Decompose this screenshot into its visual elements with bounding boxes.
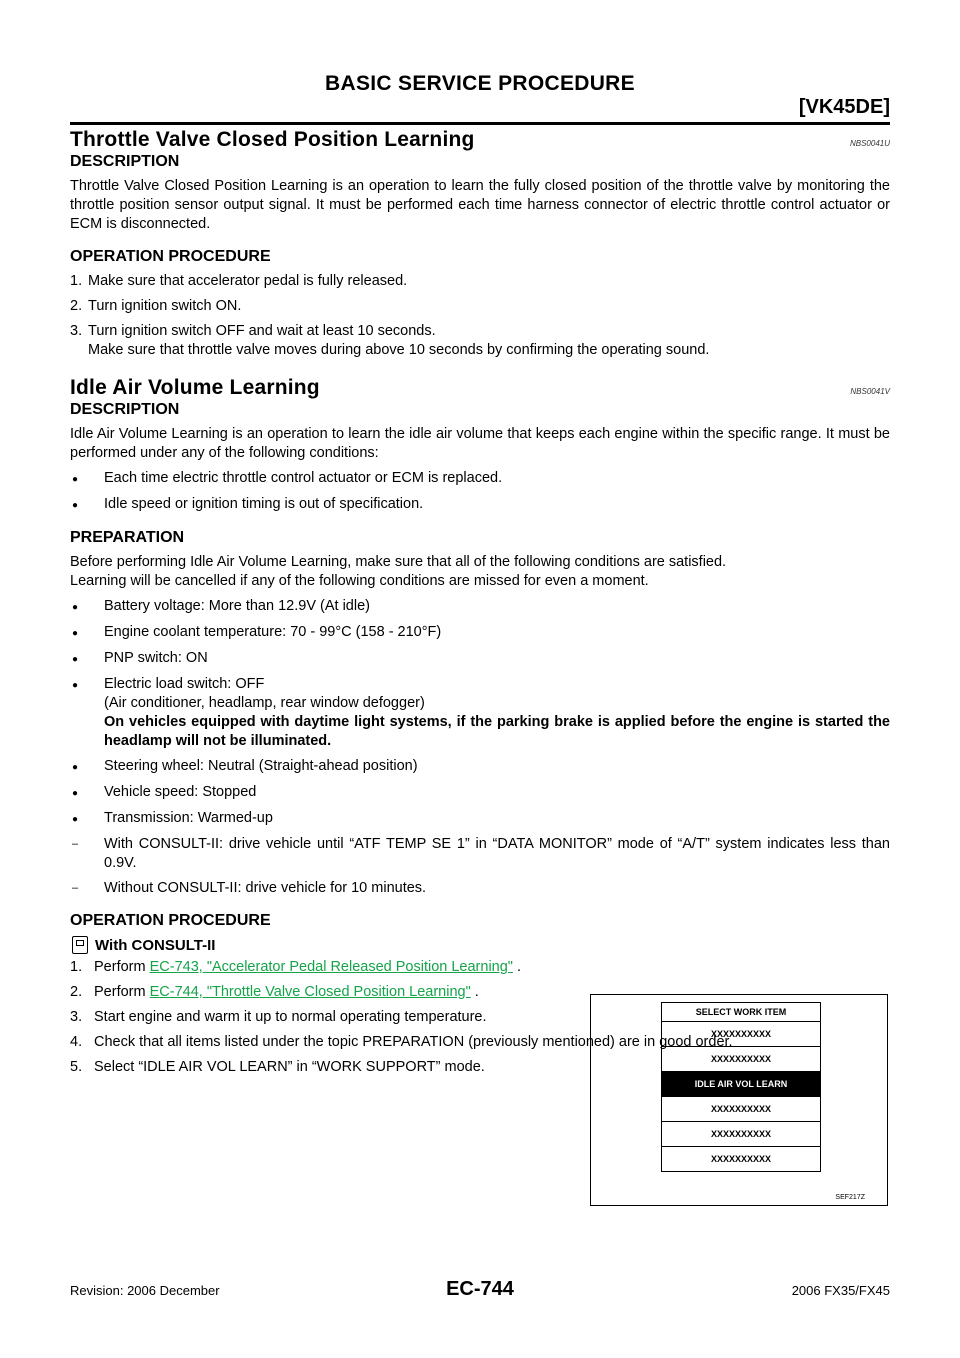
- list-item: ● Steering wheel: Neutral (Straight-ahead position): [70, 757, 890, 777]
- bullet-icon: ●: [72, 814, 79, 825]
- bullet-icon: ●: [72, 762, 79, 773]
- bullet-icon: ●: [72, 788, 79, 799]
- consult-ii-label: With CONSULT-II: [70, 936, 890, 954]
- bullet-icon: ●: [72, 628, 79, 639]
- work-item-row: XXXXXXXXXX: [710, 1154, 772, 1164]
- list-item: 1. Make sure that accelerator pedal is fully released.: [70, 273, 408, 289]
- bullet-icon: ●: [72, 500, 79, 511]
- list-item: – Without CONSULT-II: drive vehicle for 10 minutes.: [72, 880, 427, 896]
- list-item: ● Each time electric throttle control actuator or ECM is replaced.: [70, 469, 890, 489]
- figure-code: SEF217Z: [835, 1194, 865, 1201]
- list-item: 1. Perform EC-743, "Accelerator Pedal Released Position Learning" .: [70, 959, 522, 975]
- list-item: ● Electric load switch: OFF (Air conditioner, headlamp, rear window defogger) On vehicles equipped with daytime light systems, if the parking brake is applied before the engine is started the headlamp will not be illuminated.: [72, 676, 890, 749]
- work-item-row: XXXXXXXXXX: [662, 1122, 820, 1147]
- list-item: ● Idle speed or ignition timing is out of specification.: [70, 495, 890, 515]
- bullet-icon: ●: [72, 602, 79, 613]
- list-item: 4. Check that all items listed under the topic PREPARATION (previously mentioned) are in good order.: [70, 1034, 733, 1050]
- list-item: – With CONSULT-II: drive vehicle until “ATF TEMP SE 1” in “DATA MONITOR” mode of “A/T” system indicates less than 0.9V.: [72, 836, 890, 871]
- section-heading: Idle Air Volume Learning: [70, 376, 320, 399]
- dash-icon: –: [72, 838, 79, 850]
- consult-tool-icon: [72, 936, 88, 954]
- consult-screen-figure: [590, 994, 888, 1206]
- engine-code-header: [VK45DE]: [798, 96, 890, 118]
- work-item-row: XXXXXXXXXX: [662, 1047, 820, 1072]
- preparation-text: Before performing Idle Air Volume Learning, make sure that all of the following conditions are satisfied.: [70, 554, 727, 570]
- list-item: 2. Perform EC-744, "Throttle Valve Closed Position Learning" .: [70, 984, 479, 1000]
- section-code: NBS0041V: [850, 387, 890, 396]
- link-accelerator-pedal-learning[interactable]: EC-743, "Accelerator Pedal Released Position Learning": [149, 959, 513, 975]
- section-title-throttle: [70, 126, 890, 152]
- list-item: 5. Select “IDLE AIR VOL LEARN” in “WORK SUPPORT” mode.: [70, 1059, 485, 1075]
- bullet-icon: ●: [72, 654, 79, 665]
- list-item: 3. Start engine and warm it up to normal operating temperature.: [70, 1009, 487, 1025]
- list-item: ● Vehicle speed: Stopped: [70, 783, 890, 803]
- footer-page-number: EC-744: [446, 1278, 514, 1300]
- dash-icon: –: [72, 882, 79, 894]
- subheading-operation: OPERATION PROCEDURE: [70, 248, 271, 265]
- section-title-idle-air: [70, 374, 890, 400]
- section-heading: Throttle Valve Closed Position Learning: [70, 128, 475, 151]
- list-item: ● Engine coolant temperature: 70 - 99°C (158 - 210°F): [70, 623, 890, 643]
- preparation-text: Learning will be cancelled if any of the following conditions are missed for even a moment.: [70, 573, 649, 589]
- subheading-preparation: PREPARATION: [70, 529, 185, 546]
- daytime-light-note: On vehicles equipped with daytime light systems, if the parking brake is applied before the engine is started the headlamp will not be illuminated.: [104, 714, 890, 749]
- subheading-description: DESCRIPTION: [70, 401, 180, 418]
- screen-header: SELECT WORK ITEM: [662, 1003, 820, 1022]
- footer-model: 2006 FX35/FX45: [791, 1283, 890, 1298]
- footer-revision: Revision: 2006 December: [70, 1283, 220, 1298]
- subheading-description: DESCRIPTION: [70, 153, 180, 170]
- work-item-row: XXXXXXXXXX: [662, 1022, 820, 1047]
- list-item: 3. Turn ignition switch OFF and wait at least 10 seconds. Make sure that throttle valve moves during above 10 seconds by confirming the operating sound.: [70, 323, 710, 358]
- description-text: Idle Air Volume Learning is an operation to learn the idle air volume that keeps each engine within the specific range. It must be performed under any of the following conditions:: [70, 426, 890, 461]
- description-text: Throttle Valve Closed Position Learning is an operation to learn the fully closed position of the throttle valve by monitoring the throttle position sensor output signal. It must be performed each time harness connector of electric throttle control actuator or ECM is disconnected.: [70, 178, 890, 232]
- work-item-row: XXXXXXXXXX: [662, 1097, 820, 1122]
- header-rule: [70, 122, 890, 125]
- list-item: ● Battery voltage: More than 12.9V (At idle): [70, 597, 890, 617]
- link-throttle-valve-learning[interactable]: EC-744, "Throttle Valve Closed Position Learning": [149, 984, 471, 1000]
- select-work-item-screen: [661, 1002, 821, 1172]
- bullet-icon: ●: [72, 680, 79, 691]
- section-code: NBS0041U: [849, 139, 890, 148]
- work-item-row-selected: IDLE AIR VOL LEARN: [662, 1072, 820, 1097]
- subheading-operation: OPERATION PROCEDURE: [70, 912, 271, 929]
- list-item: ● Transmission: Warmed-up: [70, 809, 890, 829]
- bullet-icon: ●: [72, 474, 79, 485]
- list-item: ● PNP switch: ON: [70, 649, 890, 669]
- page-header-title: BASIC SERVICE PROCEDURE: [325, 72, 635, 95]
- list-item: 2. Turn ignition switch ON.: [70, 298, 242, 314]
- page-content: [70, 126, 890, 1083]
